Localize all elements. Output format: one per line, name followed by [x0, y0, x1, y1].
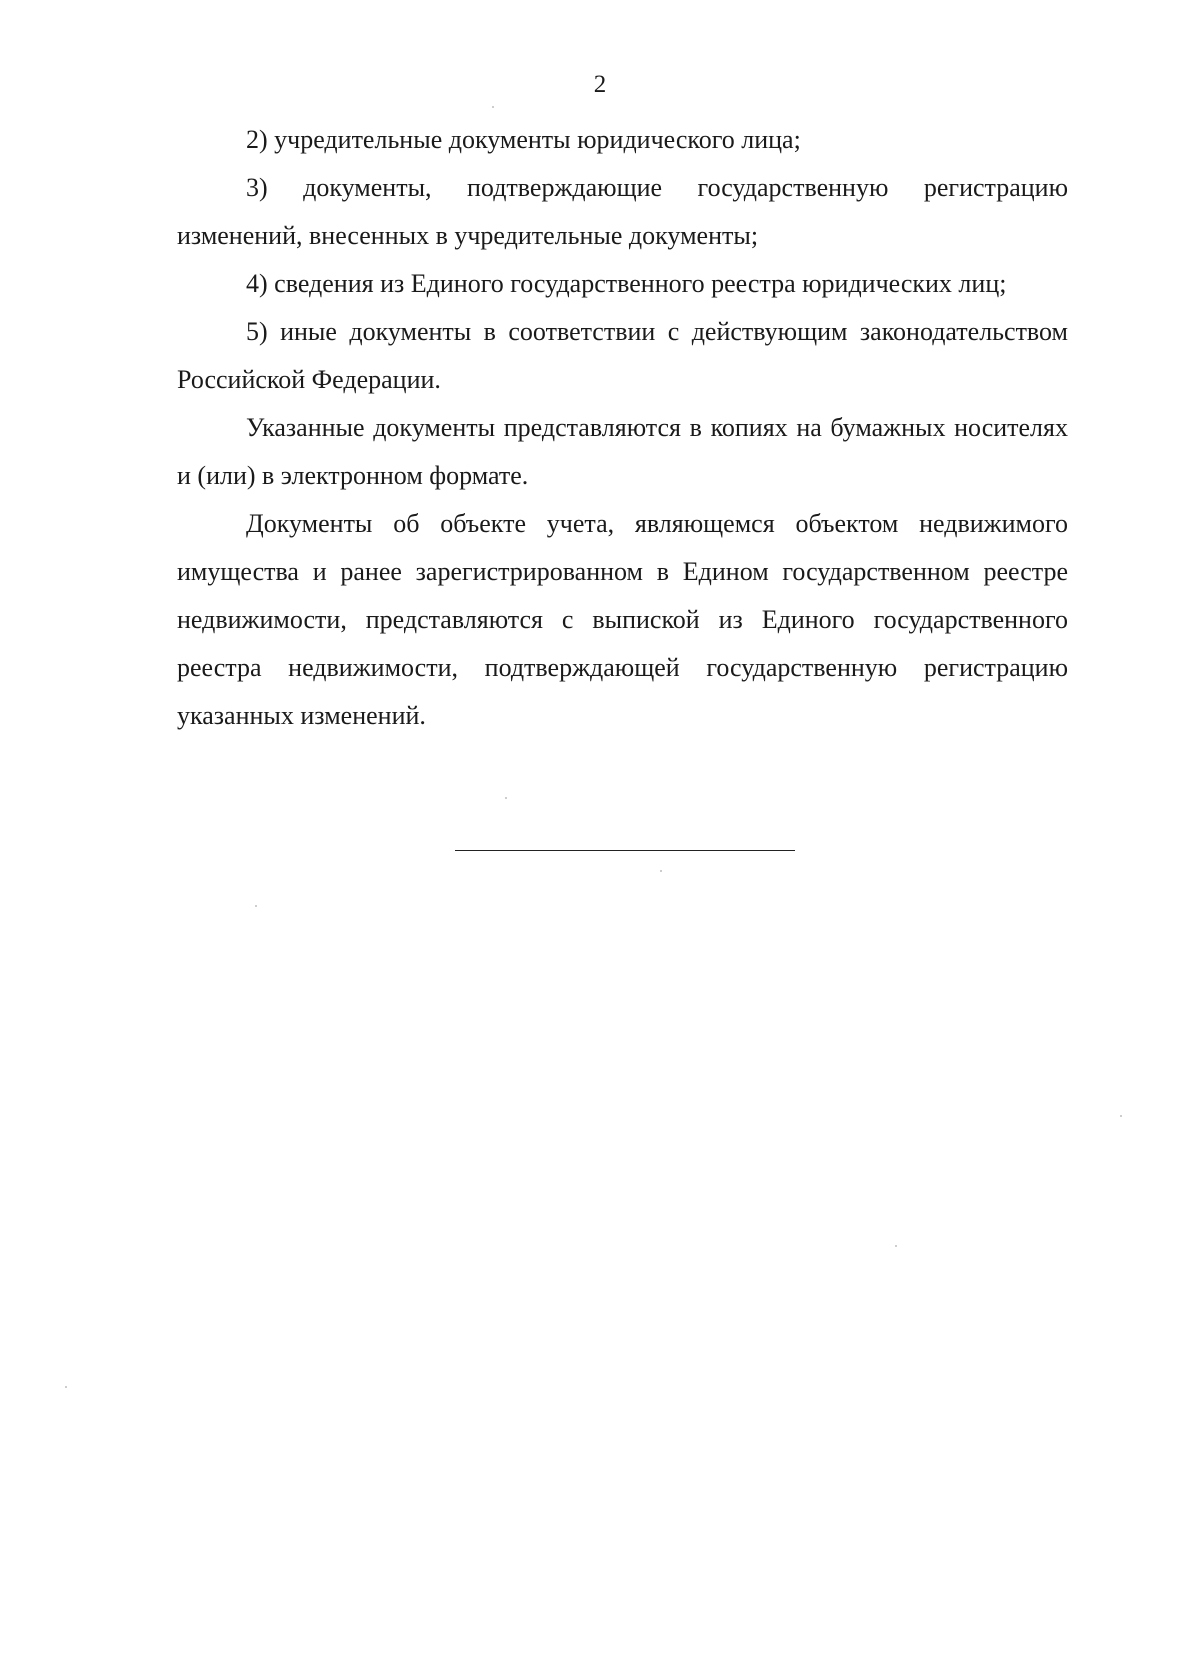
list-item-registration-documents: 3) документы, подтверждающие государственную регистрацию изменений, внесенных в учредительные документы; — [177, 173, 1068, 250]
scan-speck — [505, 797, 507, 799]
page-number: 2 — [593, 71, 607, 98]
scan-speck — [255, 905, 257, 907]
scan-speck — [660, 870, 662, 872]
list-item-register-extract: 4) сведения из Единого государственного реестра юридических лиц; — [246, 269, 1007, 298]
document-body — [177, 116, 1068, 740]
list-item-other-documents: 5) иные документы в соответствии с действующим законодательством Российской Федерации. — [177, 317, 1068, 394]
list-item-founding-documents: 2) учредительные документы юридического лица; — [246, 125, 801, 154]
end-divider-line — [455, 850, 795, 851]
scan-speck — [895, 1245, 897, 1247]
scan-speck — [1120, 1115, 1122, 1117]
scan-speck — [492, 106, 494, 108]
paragraph-copies-format: Указанные документы представляются в копиях на бумажных носителях и (или) в электронном формате. — [177, 413, 1068, 490]
paragraph-real-estate-documents: Документы об объекте учета, являющемся объектом недвижимого имущества и ранее зарегистрированном в Едином государственном реестре недвижимости, представляются с выпиской из Единого государственного реестра недвижимости, подтверждающей государственную регистрацию указанных изменений. — [177, 509, 1068, 730]
scan-speck — [65, 1386, 67, 1388]
